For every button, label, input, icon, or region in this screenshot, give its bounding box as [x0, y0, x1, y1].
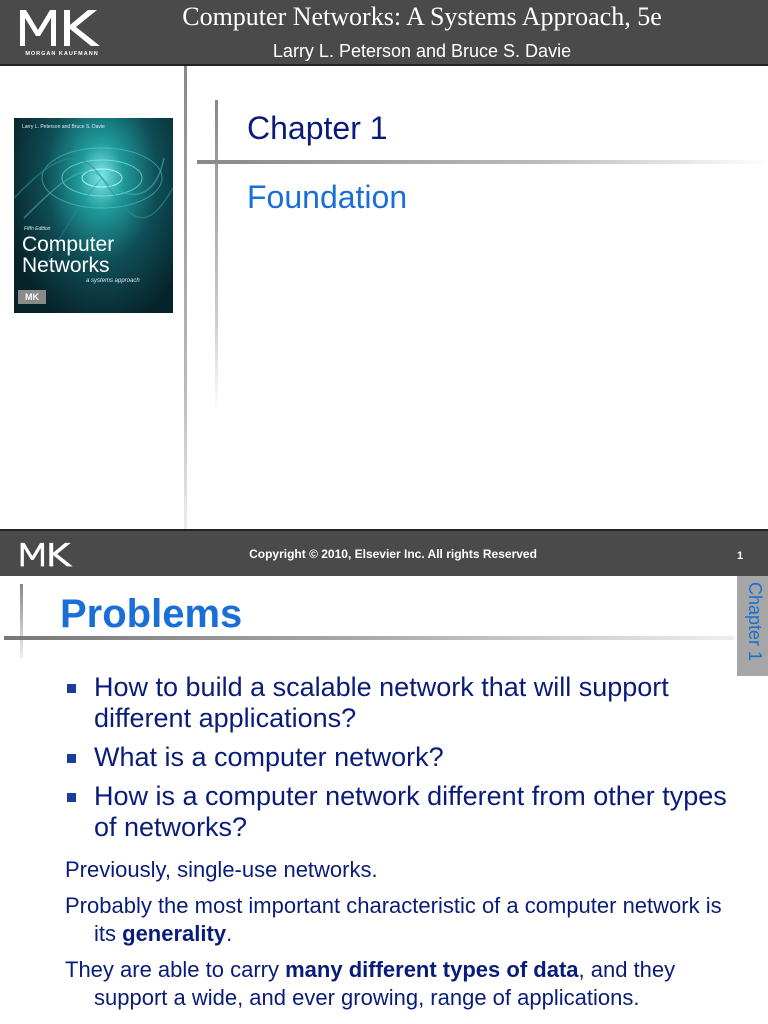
bullet-item: [66, 672, 736, 734]
slide-title: Problems: [60, 592, 243, 636]
cover-edition: Fifth Edition: [24, 226, 51, 232]
cover-authors: Larry L. Peterson and Bruce S. Davie: [22, 124, 105, 130]
title-vertical-rule: [20, 584, 23, 658]
bullet-text: How is a computer network different from other types of networks?: [94, 781, 727, 842]
paragraph-2-emphasis: generality: [122, 921, 227, 946]
book-cover-image: [14, 118, 173, 313]
mk-logo: [16, 6, 108, 58]
cover-publisher-mark: MK: [18, 290, 46, 304]
bullet-text: How to build a scalable network that will support different applications?: [94, 672, 669, 733]
book-title: Computer Networks: A Systems Approach, 5e: [182, 2, 662, 31]
header-divider: [0, 64, 768, 66]
bullet-text: What is a computer network?: [94, 742, 444, 772]
chapter-tab: [737, 576, 768, 676]
footer-band: [0, 531, 768, 576]
title-rule: [4, 636, 734, 640]
mk-logo-icon: [16, 6, 108, 48]
paragraph-3: [65, 956, 735, 1012]
paragraph-1: [65, 856, 735, 884]
paragraph-2-end: .: [226, 921, 233, 946]
body-paragraphs: [65, 856, 735, 1020]
paragraph-3-end: , and they support a wide, and ever growing, range of applications.: [94, 957, 676, 1010]
header-band: [0, 0, 768, 64]
chapter-subtitle: Foundation: [247, 179, 408, 215]
cover-title-line1: Computer: [22, 233, 115, 256]
footer-mk-logo-icon: [18, 537, 78, 571]
paragraph-2-text: Probably the most important characteristic of a computer network is its: [65, 893, 722, 946]
left-vertical-rule: [184, 66, 187, 530]
page-number: 1: [736, 550, 744, 562]
cover-title-line2: Networks: [22, 254, 110, 277]
bullet-item: [66, 742, 736, 773]
bullet-square-icon: [67, 684, 76, 693]
footer-divider: [0, 529, 768, 531]
paragraph-1-text: Previously, single-use networks.: [65, 857, 378, 882]
bullet-square-icon: [67, 754, 76, 763]
book-authors: Larry L. Peterson and Bruce S. Davie: [272, 41, 572, 61]
bullet-list: [66, 672, 736, 851]
cover-subtitle: a systems approach: [86, 278, 140, 284]
copyright-notice: Copyright © 2010, Elsevier Inc. All rights Reserved: [249, 547, 537, 561]
bullet-square-icon: [67, 793, 76, 802]
paragraph-2: [65, 892, 735, 948]
chapter-rule: [197, 160, 768, 164]
bullet-item: [66, 781, 736, 843]
chapter-title: Chapter 1: [247, 110, 388, 146]
logo-subtitle: MORGAN KAUFMANN: [25, 51, 99, 57]
chapter-tab-label: Chapter 1: [745, 582, 765, 662]
slide-2: [0, 576, 768, 1024]
inner-vertical-rule: [215, 100, 218, 412]
paragraph-3-text: They are able to carry: [65, 957, 286, 982]
paragraph-3-emphasis: many different types of data: [285, 957, 579, 982]
